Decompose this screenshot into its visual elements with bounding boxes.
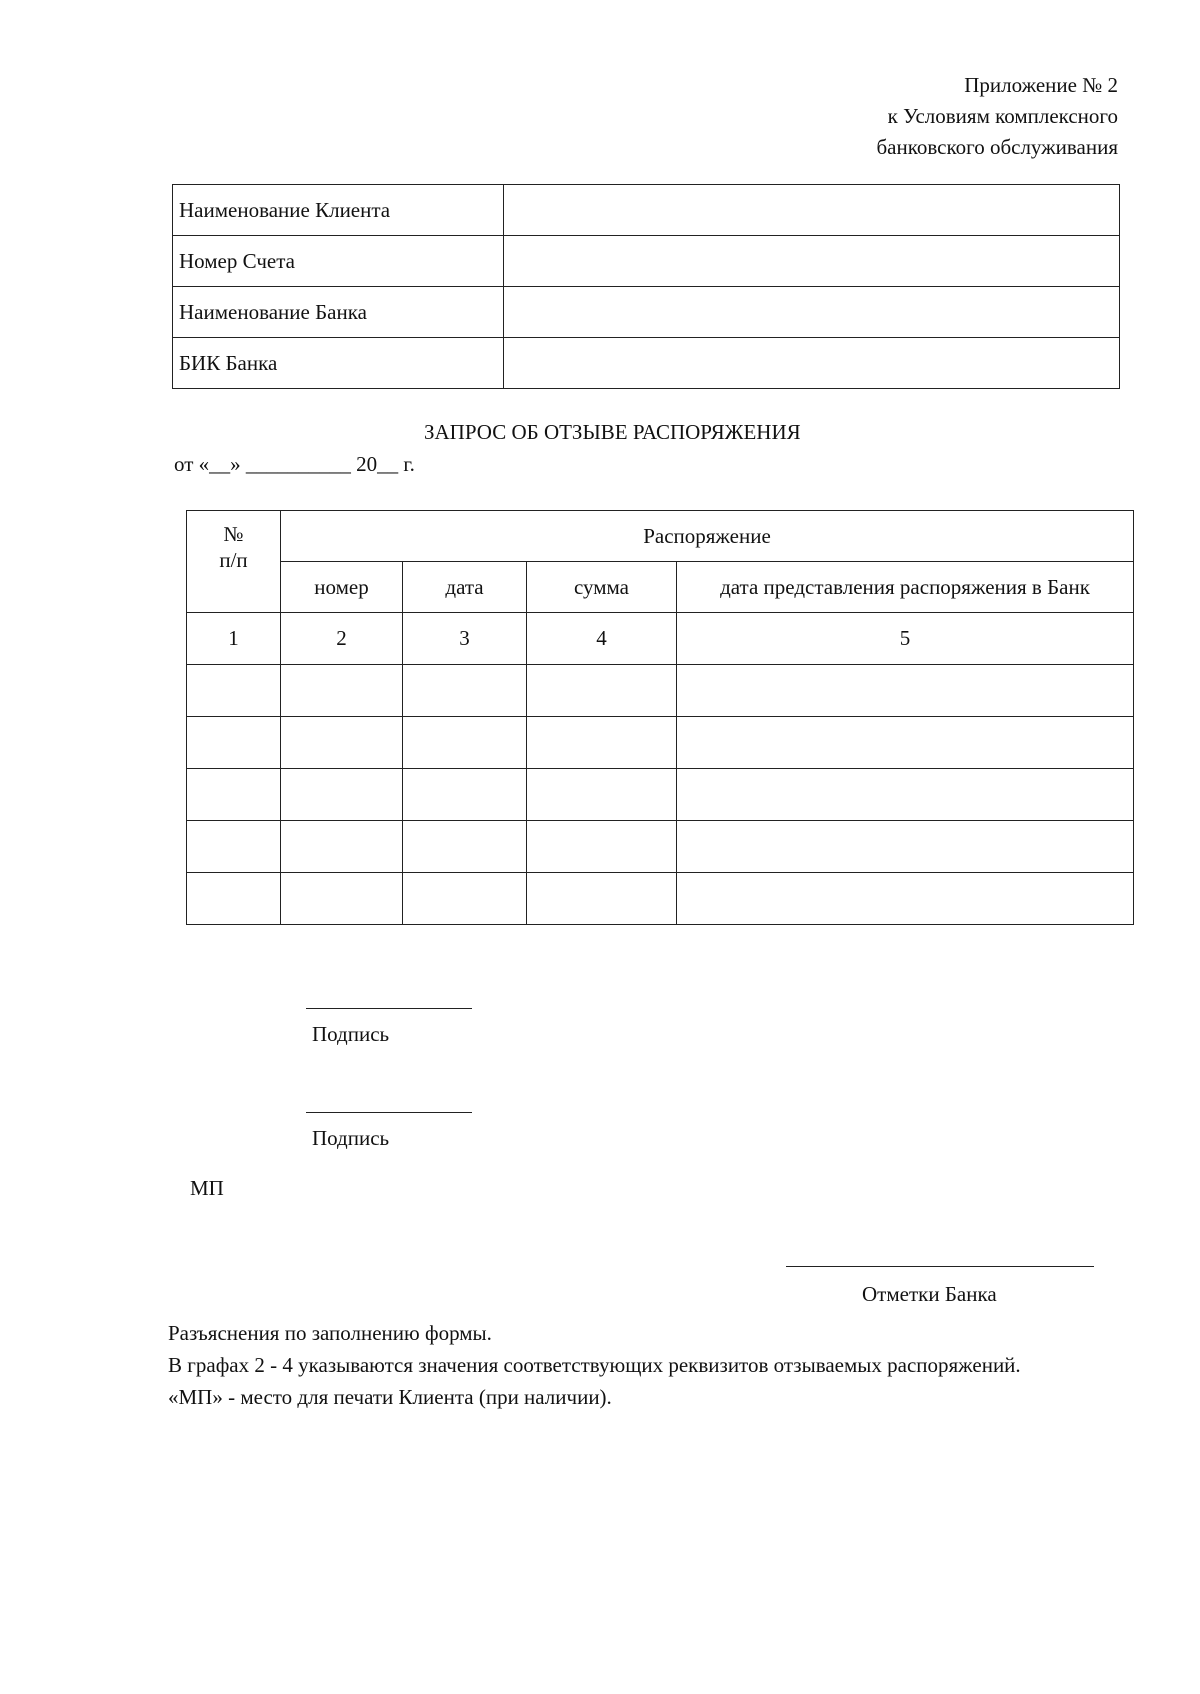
table-cell[interactable] <box>403 769 527 821</box>
bank-bik-label: БИК Банка <box>173 338 504 389</box>
table-cell[interactable] <box>677 665 1134 717</box>
appendix-line-3: банковского обслуживания <box>876 135 1118 159</box>
bank-bik-field[interactable] <box>504 338 1120 389</box>
table-cell[interactable] <box>677 821 1134 873</box>
table-cell[interactable] <box>281 769 403 821</box>
table-cell[interactable] <box>187 717 281 769</box>
col-order-sum-header: сумма <box>527 562 677 613</box>
column-numbers-row <box>187 613 1134 665</box>
request-date-line: от «__» __________ 20__ г. <box>174 452 415 476</box>
form-notes <box>96 1318 1108 1412</box>
table-row <box>187 873 1134 925</box>
client-name-label: Наименование Клиента <box>173 185 504 236</box>
table-cell[interactable] <box>527 665 677 717</box>
account-number-label: Номер Счета <box>173 236 504 287</box>
client-info-row <box>173 287 1120 338</box>
table-cell[interactable] <box>187 873 281 925</box>
client-info-row <box>173 185 1120 236</box>
col-submission-date-header: дата представления распоряжения в Банк <box>677 562 1134 613</box>
client-info-row <box>173 236 1120 287</box>
table-cell[interactable] <box>527 873 677 925</box>
appendix-header <box>876 70 1118 163</box>
column-number-cell: 2 <box>281 613 403 665</box>
client-info-table <box>172 184 1120 389</box>
table-cell[interactable] <box>187 769 281 821</box>
table-cell[interactable] <box>527 769 677 821</box>
table-cell[interactable] <box>527 717 677 769</box>
bank-marks-line[interactable] <box>786 1266 1094 1267</box>
orders-table <box>186 510 1134 925</box>
bank-marks-label: Отметки Банка <box>862 1282 997 1306</box>
table-cell[interactable] <box>527 821 677 873</box>
table-cell[interactable] <box>281 665 403 717</box>
signature-line-1[interactable] <box>306 1008 472 1009</box>
table-cell[interactable] <box>403 821 527 873</box>
col-order-date-header: дата <box>403 562 527 613</box>
column-number-cell: 1 <box>187 613 281 665</box>
signature-label-1: Подпись <box>312 1022 390 1046</box>
col-order-number-header: номер <box>281 562 403 613</box>
table-row <box>187 717 1134 769</box>
client-name-field[interactable] <box>504 185 1120 236</box>
table-cell[interactable] <box>187 665 281 717</box>
table-cell[interactable] <box>281 717 403 769</box>
table-cell[interactable] <box>677 717 1134 769</box>
table-cell[interactable] <box>281 873 403 925</box>
request-title: ЗАПРОС ОБ ОТЗЫВЕ РАСПОРЯЖЕНИЯ <box>424 420 801 444</box>
table-cell[interactable] <box>281 821 403 873</box>
table-row <box>187 821 1134 873</box>
table-cell[interactable] <box>677 873 1134 925</box>
table-cell[interactable] <box>403 873 527 925</box>
appendix-line-2: к Условиям комплексного <box>887 104 1118 128</box>
orders-subheader-row <box>187 562 1134 613</box>
account-number-field[interactable] <box>504 236 1120 287</box>
col-number-header-symbol: № <box>223 522 244 546</box>
col-number-header-abbr: п/п <box>219 548 248 572</box>
table-row <box>187 769 1134 821</box>
bank-name-field[interactable] <box>504 287 1120 338</box>
table-row <box>187 665 1134 717</box>
order-group-header: Распоряжение <box>281 511 1134 562</box>
table-cell[interactable] <box>187 821 281 873</box>
notes-paragraph: В графах 2 - 4 указываются значения соответствующих реквизитов отзываемых распоряжений. <box>168 1353 1021 1377</box>
column-number-cell: 4 <box>527 613 677 665</box>
bank-name-label: Наименование Банка <box>173 287 504 338</box>
appendix-line-1: Приложение № 2 <box>964 73 1118 97</box>
table-cell[interactable] <box>677 769 1134 821</box>
column-number-cell: 5 <box>677 613 1134 665</box>
column-number-cell: 3 <box>403 613 527 665</box>
client-info-row <box>173 338 1120 389</box>
signature-line-2[interactable] <box>306 1112 472 1113</box>
table-cell[interactable] <box>403 717 527 769</box>
col-number-header <box>187 511 281 613</box>
notes-heading: Разъяснения по заполнению формы. <box>168 1321 492 1345</box>
notes-stamp-explanation: «МП» - место для печати Клиента (при наличии). <box>168 1385 612 1409</box>
orders-header-row <box>187 511 1134 562</box>
signature-label-2: Подпись <box>312 1126 390 1150</box>
table-cell[interactable] <box>403 665 527 717</box>
stamp-label: МП <box>190 1176 224 1200</box>
